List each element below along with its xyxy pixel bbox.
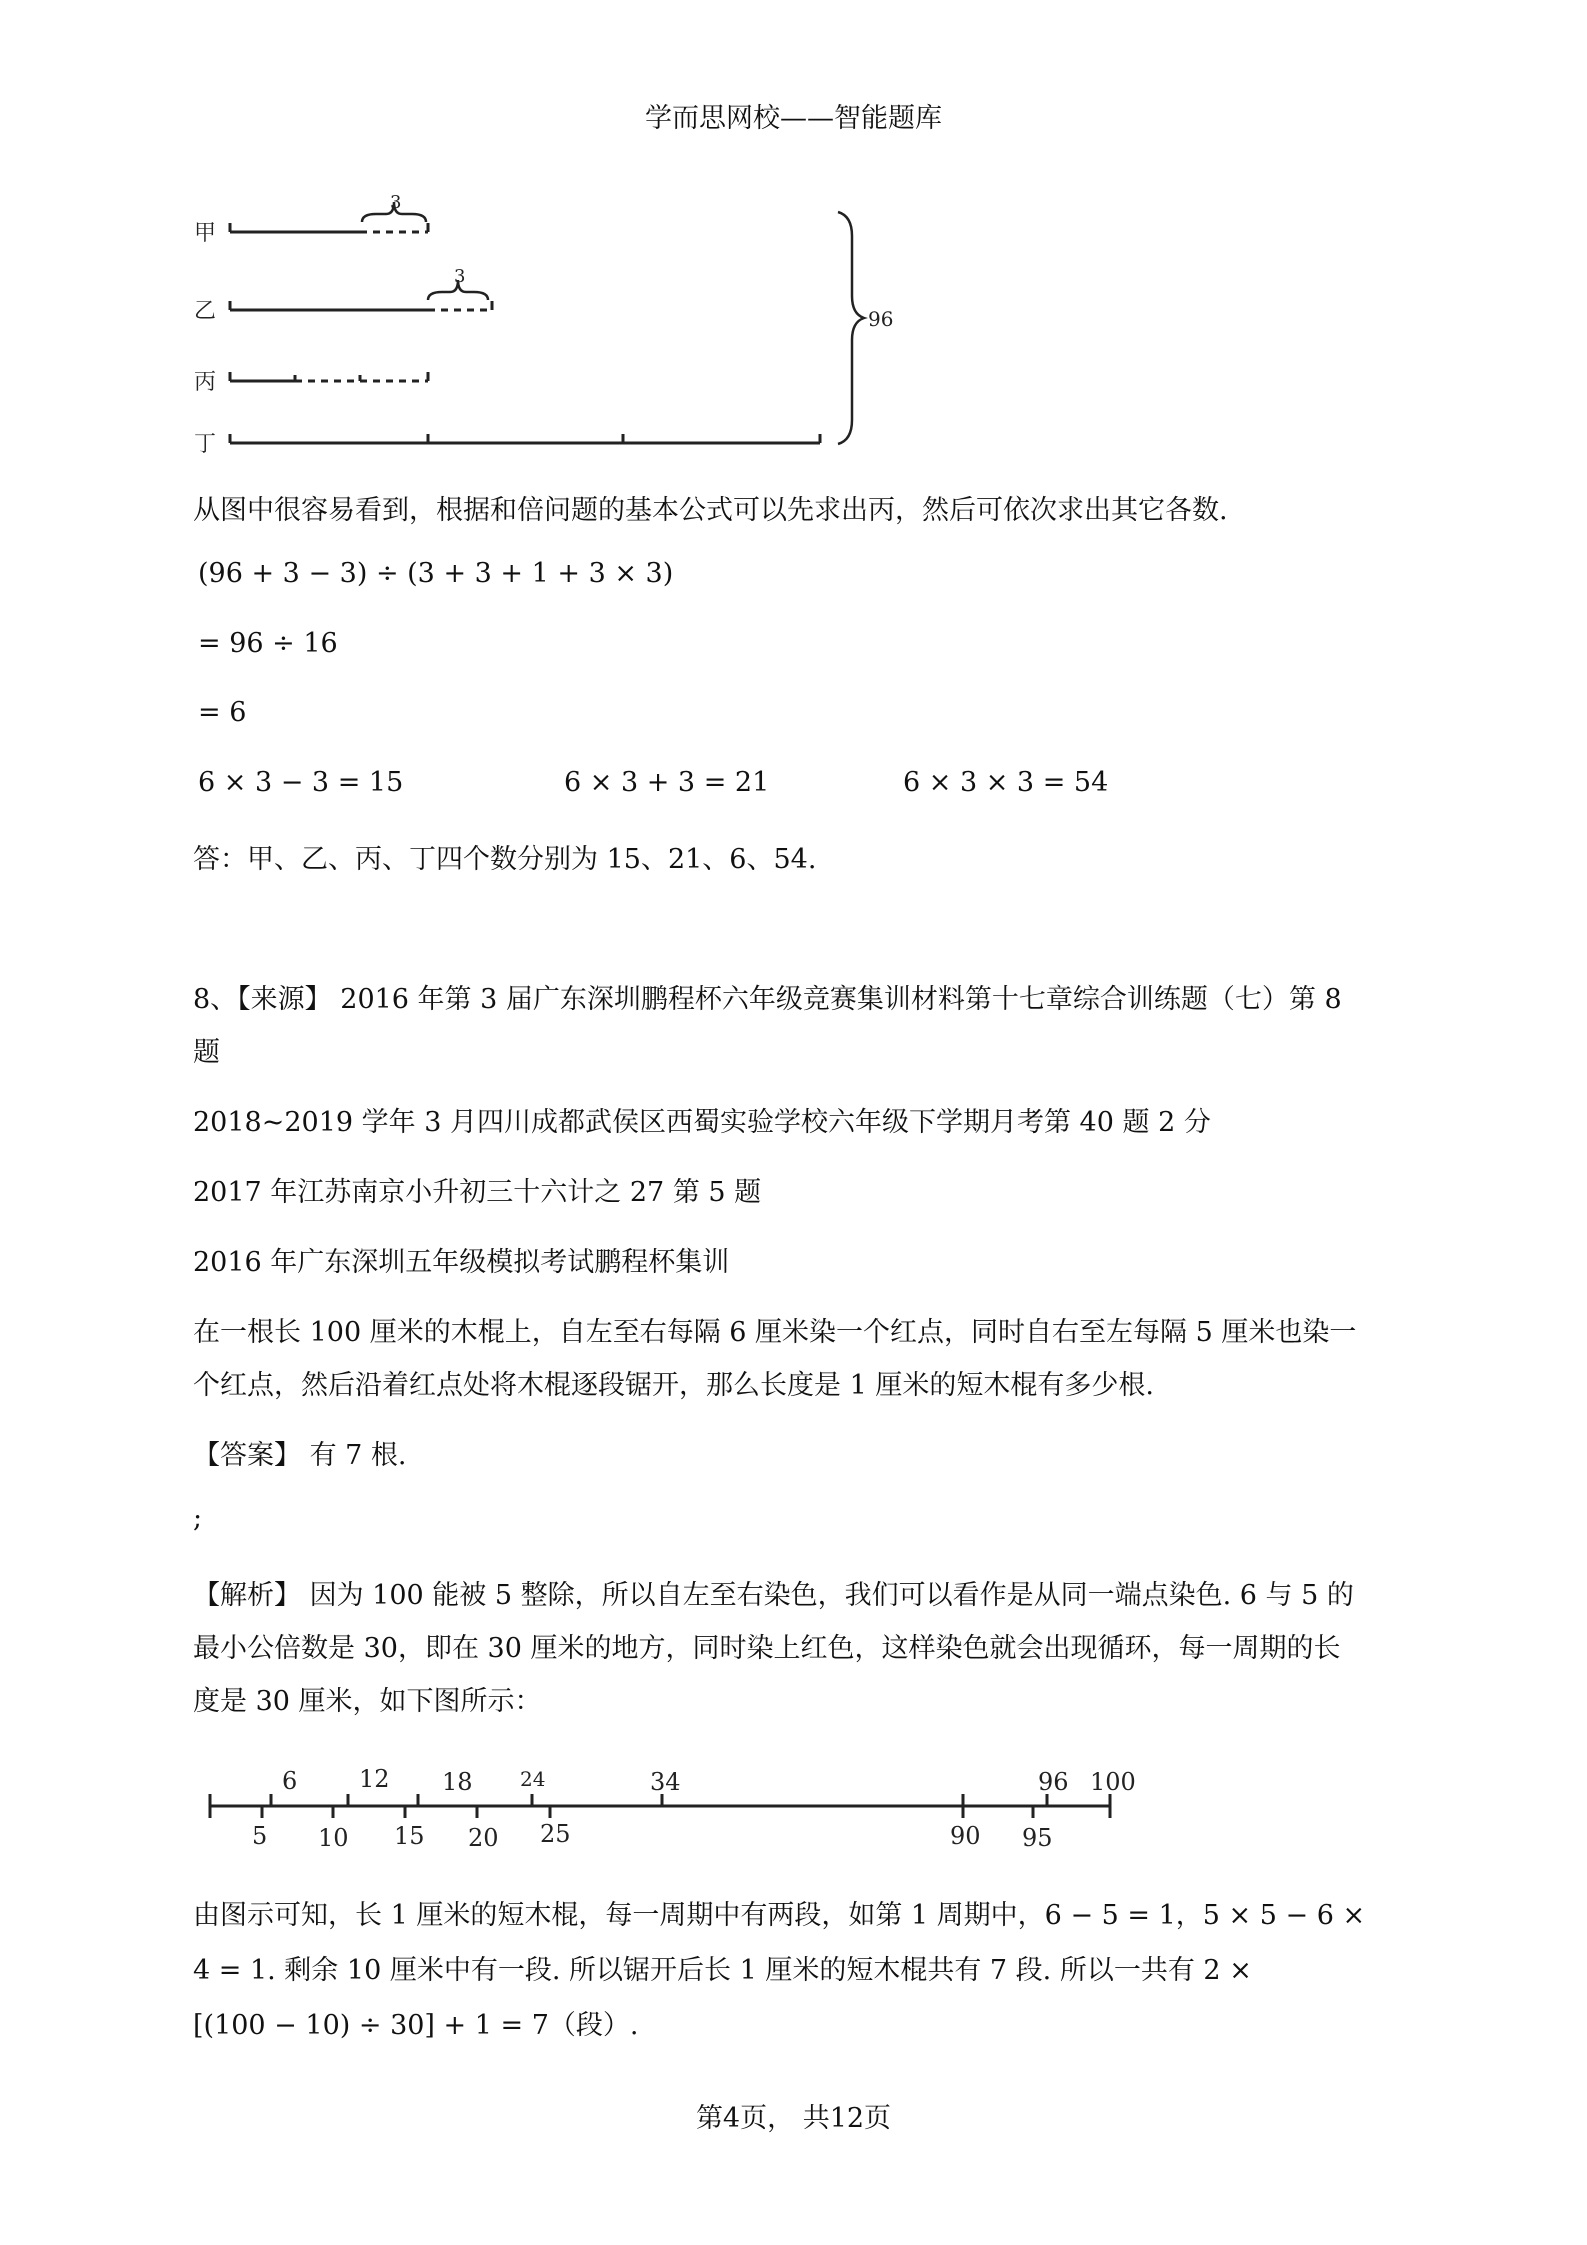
solution-answer: 答：甲、乙、丙、丁四个数分别为 15、21、6、54. [193,844,817,875]
q8-conclusion-line-2: 4 = 1. 剩余 10 厘米中有一段. 所以锯开后长 1 厘米的短木棍共有 7 段. 所以一共有 2 × [193,1955,1252,1986]
label-jia: 甲 [194,221,217,246]
formula-line-1: (96 + 3 − 3) ÷ (3 + 3 + 1 + 3 × 3) [198,558,674,589]
q8-conclusion-line-3: [(100 − 10) ÷ 30] + 1 = 7（段）. [193,2010,639,2041]
label-5: 5 [252,1822,268,1850]
label-95: 95 [1022,1824,1053,1852]
page-header: 学而思网校——智能题库 [645,103,942,134]
brace-jia-label: 3 [390,192,402,213]
q8-conclusion-line-1: 由图示可知，长 1 厘米的短木棍，每一周期中有两段，如第 1 周期中，6 − 5 = 1，5 × 5 − 6 × [193,1900,1366,1931]
label-ding: 丁 [194,432,217,457]
calc-jia: 6 × 3 − 3 = 15 [198,767,404,798]
q8-analysis-line-3: 度是 30 厘米，如下图所示： [193,1686,542,1717]
number-line-diagram [200,1760,1160,1870]
label-bing: 丙 [194,370,217,395]
q8-question-line-2: 个红点，然后沿着红点处将木棍逐段锯开，那么长度是 1 厘米的短木棍有多少根. [193,1370,1154,1401]
label-18: 18 [442,1768,473,1796]
label-25: 25 [540,1820,571,1848]
label-34: 34 [650,1768,681,1796]
q8-source-line-3: 2017 年江苏南京小升初三十六计之 27 第 5 题 [193,1177,762,1208]
label-yi: 乙 [194,299,217,324]
formula-line-3: = 6 [198,697,247,728]
page-footer: 第4页， 共12页 [695,2103,892,2134]
q8-source-line-2: 2018~2019 学年 3 月四川成都武侯区西蜀实验学校六年级下学期月考第 40 题 2 分 [193,1107,1211,1138]
q8-source-line-1: 8、【来源】 2016 年第 3 届广东深圳鹏程杯六年级竞赛集训材料第十七章综合训练题（七）第 8 [193,984,1342,1015]
line-segment-diagram [190,190,910,460]
q8-analysis-line-1: 【解析】 因为 100 能被 5 整除，所以自左至右染色，我们可以看作是从同一端点染色. 6 与 5 的 [193,1580,1354,1611]
label-90: 90 [950,1822,981,1850]
q8-source-line-1b: 题 [193,1037,220,1068]
q8-source-line-4: 2016 年广东深圳五年级模拟考试鹏程杯集训 [193,1247,730,1278]
label-10: 10 [318,1824,349,1852]
brace-yi-label: 3 [454,266,466,287]
q8-question-line-1: 在一根长 100 厘米的木棍上，自左至右每隔 6 厘米染一个红点，同时自右至左每隔 5 厘米也染一 [193,1317,1357,1348]
label-96: 96 [1038,1768,1069,1796]
formula-line-2: = 96 ÷ 16 [198,628,338,659]
label-12: 12 [359,1765,390,1793]
total-brace [838,212,864,444]
label-24: 24 [520,1767,546,1791]
solution-intro: 从图中很容易看到，根据和倍问题的基本公式可以先求出丙，然后可依次求出其它各数. [193,495,1228,526]
q8-semicolon: ; [193,1503,203,1534]
label-6: 6 [282,1767,298,1795]
q8-answer: 【答案】 有 7 根. [193,1440,407,1471]
label-100: 100 [1090,1768,1136,1796]
total-label: 96 [868,307,894,331]
calc-ding: 6 × 3 × 3 = 54 [903,767,1109,798]
calc-yi: 6 × 3 + 3 = 21 [564,767,770,798]
label-15: 15 [394,1822,425,1850]
q8-analysis-line-2: 最小公倍数是 30，即在 30 厘米的地方，同时染上红色，这样染色就会出现循环，每一周期的长 [193,1633,1341,1664]
label-20: 20 [468,1824,499,1852]
